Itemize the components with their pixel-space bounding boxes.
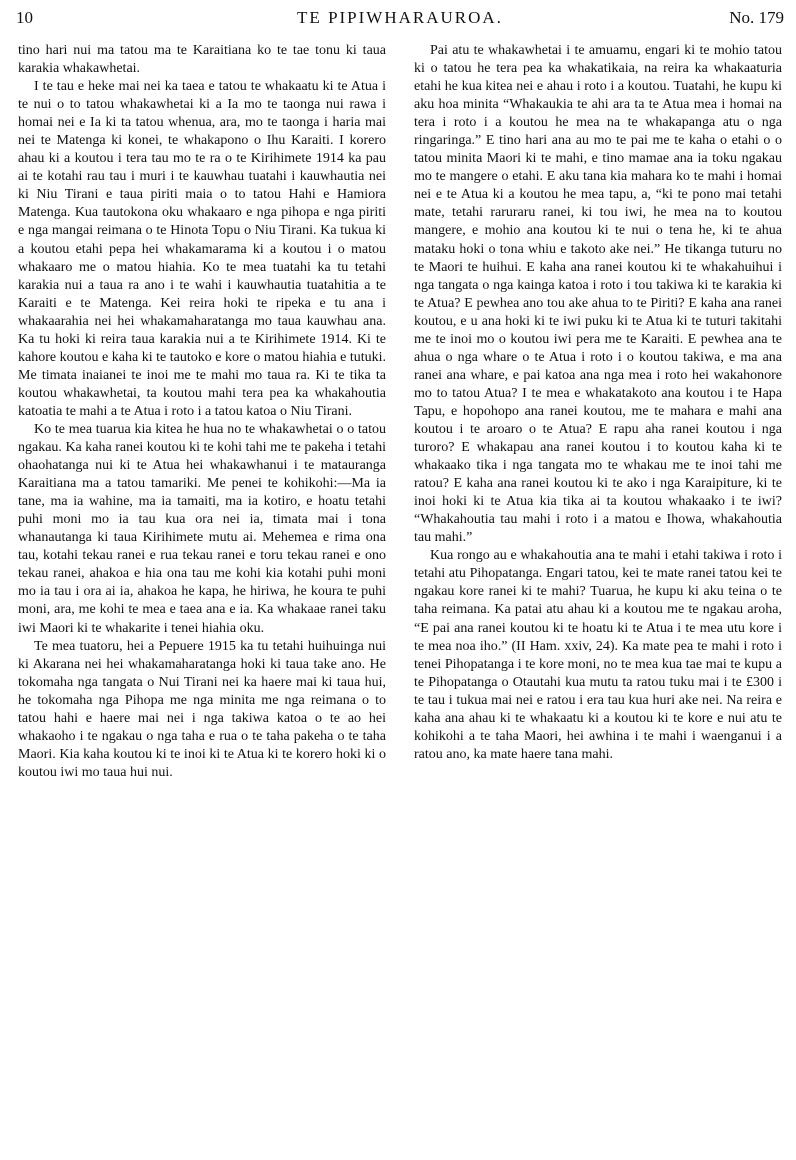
page-number: 10 bbox=[16, 8, 33, 27]
left-column bbox=[18, 42, 386, 782]
paragraph: Ko te mea tuarua kia kitea he hua no te whakawhetai o o tatou ngakau. Ka kaha ranei koutou ki te kohi tahi me te pakeha i tetahi ohaohatanga nui ki te Atua hei whakawhanui i te matauranga Karaitiana ma a tatou tamariki. Me penei te kohikohi:—Ma ia tane, ma ia wahine, ma ia tamaiti, ma ia kotiro, e hoatu tetahi puhi moni mo ia tau kua ora nei ia, timata mai i tona whanautanga ki taua Kirihimete mutu ai. Mehemea e rima ona tau, kotahi tekau ranei e rua tekau ranei e toru tekau ranei e ono tekau ranei, ahakoa e hia ona tau me kohi kia kotahi puhi moni mo ia tau i ora ai ia, ahakoa he kapa, he hiriwa, he koura te puhi moni, ara, me kohi te mea e taea ana e ia. Ka whakaae ranei taku iwi Maori ki te whakarite i tenei hiahia oku. bbox=[18, 421, 386, 636]
paragraph: Te mea tuatoru, hei a Pepuere 1915 ka tu tetahi huihuinga nui ki Akarana nei hei whakamaharatanga hoki ki taua take ano. He tokomaha nga tangata o Nui Tirani nei ka haere mai ki taua hui, he tokomaha nga Pihopa me nga minita me nga reimana o to tatou hahi e haere mai nei i nga takiwa katoa o te ao hei whakaoho i te ngakau o nga taha e rua o te taha pakeha o te taha Maori. Kia kaha koutou ki te inoi ki te Atua ki te korero hoki ki o koutou iwi mo taua hui nui. bbox=[18, 638, 386, 780]
publication-title: TE PIPIWHARAUROA. bbox=[297, 8, 503, 27]
issue-number: No. 179 bbox=[729, 8, 784, 27]
paragraph: tino hari nui ma tatou ma te Karaitiana ko te tae tonu ki taua karakia whakawhetai. bbox=[18, 43, 386, 77]
paragraph: Kua rongo au e whakahoutia ana te mahi i etahi takiwa i roto i tetahi atu Pihopatanga. Engari tatou, kei te mate ranei tatou kei te ngakau kore ranei ki te mahi? Tuarua, he kupu ki aku teina o te taha reimana. Ka patai atu ahau ki a koutou me te ngakau aroha, “E pai ana ranei koutou ki te hoatu ki te Atua i te mea utu kore i te mea noa iho.” (II Ham. xxiv, 24). Ka mate pea te mahi i roto i tenei Pihopatanga i te kore moni, no te mea kua tae mai te kupu a te Pihopatanga o Otautahi kua mutu ta ratou tuku mai i te £300 i te tau i tukua mai nei e ratou i era tau kua huri ake nei. Na reira e kaha ana ahau ki te whakaatu ki a koutou ki te kore e nui atu te kohikohi a te taha Maori, hei awhina i te mahi i waenganui i a ratou ano, ka mate haere tana mahi. bbox=[414, 548, 782, 762]
paragraph: I te tau e heke mai nei ka taea e tatou te whakaatu ki te Atua i te nui o to tatou whakawhetai ki a Ia mo te taonga nui rawa i homai nei e Ia ki ta tatou whenua, ara, mo te taonga i haria mai nei te Matenga ki konei, te whakapono o Ihu Karaiti. I korero ahau ki a koutou i tera tau mo te ra o te Kirihimete 1914 ka pau ai te kotahi rau tau i muri i te kauwhau tuatahi i kauwhautia nei ki Niu Tirani e taua piriti maia o to tatou Hahi e Hamiora Matenga. Kua tautokona oku whakaaro e nga pihopa e nga piriti e nga mangai reimana o te Hinota Topu o Niu Tirani. Ka tukua ki a koutou etahi pepa hei whakamarama ki a koutou i o matou whakaaro me o matou hiahia. Ko te mea tuatahi ka tu tetahi karakia nui a taua ra ano i te wahi i kauwhautia tuatahitia a te Karaiti e te Matenga. Kei reira hoki te ripeka e tu ana i whakaarahia nei hei whakamaharatanga mo taua kauwhau ana. Ka tu hoki ki reira taua karakia nui a te Kirihimete 1914. Ki te kahore koutou e kaha ki te tautoko e kore o matou hiahia e tutuki. Me timata inaianei te inoi me te mahi mo taua ra. Ki te tika ta koutou whakawhetai, ta koutou mahi tera pea ka whakahoutia katoatia te mahi a te Atua i roto i a tatou katoa o Niu Tirani. bbox=[18, 79, 386, 419]
page-header bbox=[16, 4, 784, 34]
right-column bbox=[414, 42, 782, 764]
paragraph: Pai atu te whakawhetai i te amuamu, engari ki te mohio tatou ki o tatou he tera pea ka whakatikaia, na reira ka whakaaturia etahi he kua kitea nei e ahau i roto i a koutou. Tuatahi, he kupu ki aku hoa minita “Whakaukia te ahi ara ta te Atua mea i homai na tera i roto i a koutou he mea na te whakapanga atu o nga ringaringa.” E tino hari ana au mo te pai me te kaha o etahi o o tatou minita Maori ki te mahi, e tino mamae ana ia toku ngakau mo te mangere o etahi. E aku tana kia mahara ko te mahi i homai nei e te Atua ki a koutou he mea tapu, a, “ki te pono mai tetahi mate, tetahi raruraru ranei, ki tou iwi, he mea na to koutou mangere, e mohio ana koutou ki te nui o tena he, ki te ahua mataku hoki o tona whiu e takoto ake nei.” He tikanga tuturu no te Maori te huihui. E kaha ana ranei koutou ki te whakahuihui i nga tangata o nga kainga katoa i roto i tou takiwa ki te karakia ki te Atua? E pewhea ano tou ake ahua to te Piriti? E kaha ana ranei koutou, e u ana hoki ki te iwi puku ki te Atua ki te tuturi takitahi me te inoi mo o koutou iwi pera me te Karaiti. E pewhea ana te ahua o nga whare o te Atua i roto i o koutou takiwa, e ma ana ranei ana whare, e pai katoa ana nga mea i roto hei wakahonore mo to tatou Atua? I te mea e whakatakoto ana koutou i te Hapa Tapu, e hopohopo ana ranei koutou, me te mahara e mahi ana koutou i te aroaro o te Atua? E rapu aha ranei koutou i nga turoro? E whakapau ana ranei koutou i to koutou kaha ki te whakaako tika i nga tangata mo te whakau me te inoi tahi me ratou? E kaha ana ranei koutou ki te ako i nga Karaipiture, ki te inoi hoki ki te Atua kia tika ai ta koutou whakaako i te iwi? “Whakahoutia tau mahi i roto i a matou e Ihowa, whakahoutia tau mahi.” bbox=[414, 43, 782, 546]
